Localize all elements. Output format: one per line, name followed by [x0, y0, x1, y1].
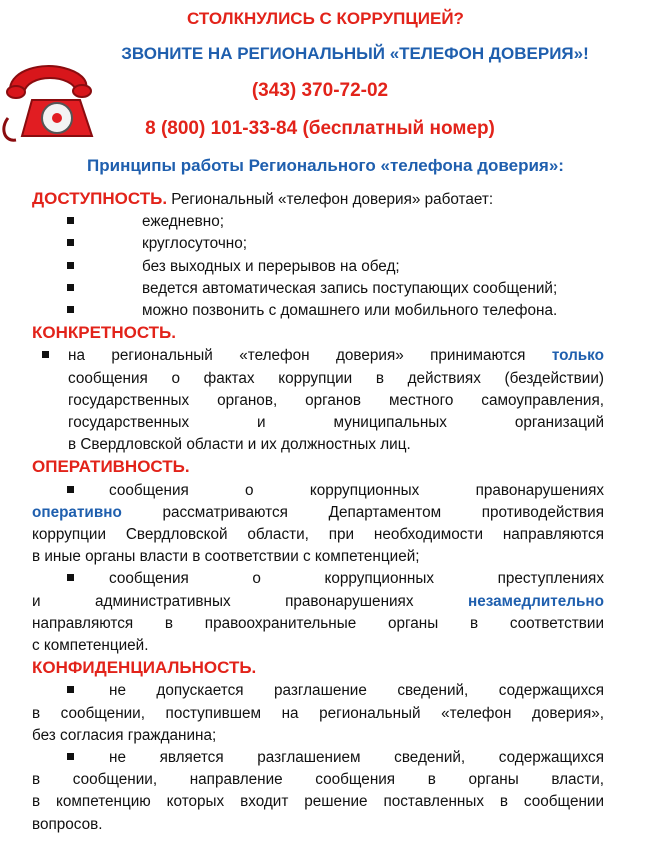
- text-line: вопросов.: [32, 815, 103, 833]
- bullet-icon: [32, 345, 68, 456]
- bullet-icon: [32, 278, 109, 300]
- headline-corruption: СТОЛКНУЛИСЬ С КОРРУПЦИЕЙ?: [187, 9, 464, 28]
- availability-item: ежедневно;: [142, 213, 224, 231]
- availability-item: без выходных и перерывов на обед;: [142, 257, 400, 275]
- text-line: не является разглашением сведений, содержащихся: [109, 749, 604, 767]
- list-item: [32, 568, 604, 590]
- phone-number-free[interactable]: 8 (800) 101-33-84 (бесплатный номер): [145, 118, 495, 139]
- list-item: [32, 256, 604, 278]
- list-item: [32, 211, 604, 233]
- section-confidentiality: [32, 657, 604, 680]
- list-item: [32, 747, 604, 769]
- list-item: [32, 480, 604, 502]
- list-item: [32, 278, 604, 300]
- text-line: [32, 502, 604, 524]
- confidentiality-title: КОНФИДЕНЦИАЛЬНОСТЬ.: [32, 658, 257, 678]
- text-line: без согласия гражданина;: [32, 726, 217, 744]
- text-line: [32, 591, 604, 613]
- text-line: сообщения о коррупционных правонарушениях: [109, 481, 604, 499]
- bullet-icon: [32, 256, 109, 278]
- bullet-icon: [32, 300, 109, 322]
- text-span: на региональный «телефон доверия» принимаются: [68, 347, 552, 365]
- bullet-icon: [32, 680, 109, 702]
- emphasis-immediately: незамедлительно: [467, 592, 604, 610]
- bullet-icon: [32, 480, 109, 502]
- text-line: в иные органы власти в соответствии с компетенцией;: [32, 548, 420, 566]
- bullet-icon: [32, 568, 109, 590]
- concreteness-title: КОНКРЕТНОСТЬ.: [32, 323, 176, 343]
- emphasis-operatively: оперативно: [32, 503, 122, 521]
- text-line: сообщения о коррупционных преступлениях: [109, 570, 604, 588]
- text-line: в Свердловской области и их должностных лиц.: [68, 436, 411, 454]
- emphasis-only: только: [551, 347, 604, 365]
- section-concreteness: [32, 322, 604, 345]
- availability-item: можно позвонить с домашнего или мобильного телефона.: [142, 302, 558, 320]
- text-line: в компетенцию которых входит решение поставленных в сообщении: [32, 793, 604, 811]
- text-line: не допускается разглашение сведений, содержащихся: [109, 682, 604, 700]
- text-line: в сообщении, направление сообщения в органы власти,: [32, 771, 604, 789]
- list-item: [32, 680, 604, 702]
- efficiency-title: ОПЕРАТИВНОСТЬ.: [32, 457, 190, 477]
- availability-intro: Региональный «телефон доверия» работает:: [167, 191, 494, 208]
- text-line: [68, 345, 604, 367]
- text-line: с компетенцией.: [32, 637, 149, 655]
- list-item: [32, 300, 604, 322]
- availability-title: ДОСТУПНОСТЬ.: [32, 189, 168, 208]
- list-item: [32, 233, 604, 255]
- text-span: рассматриваются Департаментом противодействия: [121, 503, 604, 521]
- concreteness-text: [68, 345, 604, 456]
- text-line: государственных и муниципальных организаций: [68, 414, 604, 432]
- text-line: в сообщении, поступившем на региональный «телефон доверия»,: [32, 704, 604, 722]
- principles-body: [32, 188, 604, 836]
- availability-item: круглосуточно;: [142, 235, 248, 253]
- section-efficiency: [32, 456, 604, 479]
- bullet-icon: [32, 233, 109, 255]
- principles-title: Принципы работы Регионального «телефона доверия»:: [87, 156, 564, 175]
- text-line: сообщения о фактах коррупции в действиях (бездействии): [68, 369, 604, 387]
- phone-number-regional[interactable]: (343) 370-72-02: [251, 80, 389, 101]
- headline-call: ЗВОНИТЕ НА РЕГИОНАЛЬНЫЙ «ТЕЛЕФОН ДОВЕРИЯ»!: [121, 44, 589, 63]
- text-span: и административных правонарушениях: [32, 592, 468, 610]
- bullet-icon: [32, 747, 109, 769]
- section-availability: [32, 188, 604, 211]
- text-line: коррупции Свердловской области, при необходимости направляются: [32, 526, 604, 544]
- bullet-icon: [32, 211, 109, 233]
- text-line: государственных органов, органов местного самоуправления,: [68, 391, 604, 409]
- text-line: направляются в правоохранительные органы в соответствии: [32, 614, 604, 632]
- availability-item: ведется автоматическая запись поступающих сообщений;: [142, 279, 558, 297]
- list-item: [32, 345, 604, 456]
